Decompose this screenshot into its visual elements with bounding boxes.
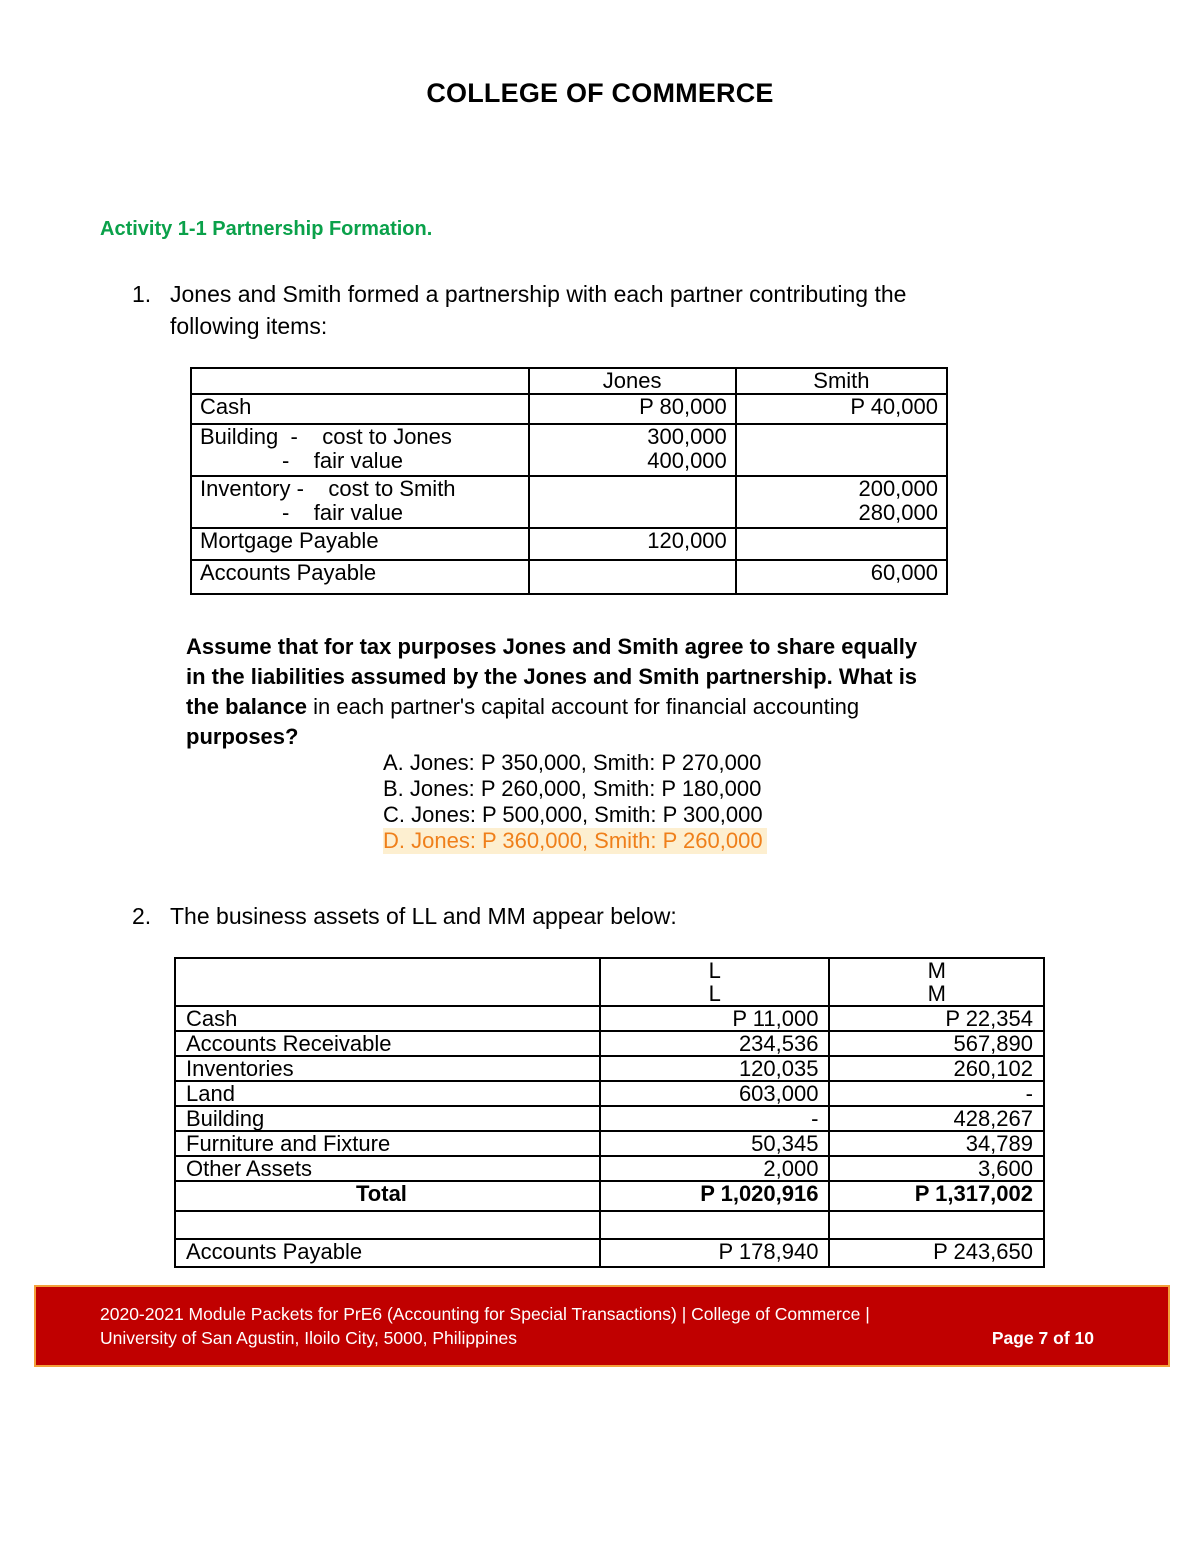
question-prompt (186, 632, 1046, 752)
ll-cell: P 178,940 (600, 1239, 829, 1267)
row-label: Inventories (175, 1056, 600, 1081)
row-label: Furniture and Fixture (175, 1131, 600, 1156)
mm-cell: 260,102 (829, 1056, 1044, 1081)
jones-cell: P 80,000 (529, 394, 736, 424)
jones-cell (529, 424, 736, 476)
blank-row (175, 1211, 1044, 1239)
table-row (175, 1106, 1044, 1131)
header-letter: M (927, 958, 946, 983)
table-row (191, 394, 947, 424)
smith-cell (736, 528, 947, 560)
ll-cell: 234,536 (600, 1031, 829, 1056)
row-label: Mortgage Payable (191, 528, 529, 560)
prompt-line: purposes? (186, 724, 299, 749)
question-2 (132, 903, 677, 930)
footer-line: 2020-2021 Module Packets for PrE6 (Accounting for Special Transactions) | College of Commerce | (100, 1304, 870, 1324)
header-cell (191, 368, 529, 394)
prompt-bold: the balance (186, 694, 308, 719)
table-header-row (175, 958, 1044, 1006)
blank-cell (175, 1211, 600, 1239)
table-row (191, 528, 947, 560)
total-label: Total (175, 1181, 600, 1211)
ll-cell: 603,000 (600, 1081, 829, 1106)
row-label (191, 424, 529, 476)
mm-cell: 34,789 (829, 1131, 1044, 1156)
blank-cell (829, 1211, 1044, 1239)
prompt-line: Assume that for tax purposes Jones and Smith agree to share equally (186, 634, 918, 659)
header-mm (829, 958, 1044, 1006)
answer-choices (383, 750, 767, 854)
row-label: Cash (175, 1006, 600, 1031)
question-number: 1. (132, 281, 152, 307)
cell-value: 300,000 (647, 424, 727, 449)
prompt-line (186, 692, 1046, 722)
question-1 (132, 278, 1052, 342)
header-letter: L (708, 981, 721, 1006)
question-text: Jones and Smith formed a partnership with each partner contributing the (170, 281, 907, 307)
smith-cell: 60,000 (736, 560, 947, 594)
cell-value: 400,000 (647, 448, 727, 473)
mm-cell: 567,890 (829, 1031, 1044, 1056)
page-title: COLLEGE OF COMMERCE (426, 78, 774, 108)
mm-cell: 3,600 (829, 1156, 1044, 1181)
row-label-line: - fair value (282, 448, 404, 473)
table-row (175, 1131, 1044, 1156)
page-footer (34, 1285, 1170, 1367)
choice-b: B. Jones: P 260,000, Smith: P 180,000 (383, 776, 762, 801)
cell-value: 280,000 (858, 500, 938, 525)
prompt-rest: in each partner's capital account for financial accounting (307, 694, 860, 719)
business-assets-table (174, 957, 1045, 1268)
table-row (191, 476, 947, 528)
ll-cell: 120,035 (600, 1056, 829, 1081)
row-label: Accounts Payable (191, 560, 529, 594)
table-row (175, 1006, 1044, 1031)
ll-total: P 1,020,916 (600, 1181, 829, 1211)
table-row (175, 1031, 1044, 1056)
table-header-row (191, 368, 947, 394)
row-label-line: Inventory - cost to Smith (200, 476, 456, 501)
total-row (175, 1181, 1044, 1211)
row-label: Accounts Receivable (175, 1031, 600, 1056)
smith-cell: P 40,000 (736, 394, 947, 424)
header-ll (600, 958, 829, 1006)
header-cell (175, 958, 600, 1006)
choice-c: C. Jones: P 500,000, Smith: P 300,000 (383, 802, 763, 827)
activity-title: Activity 1-1 Partnership Formation. (100, 218, 433, 240)
footer-line: University of San Agustin, Iloilo City, 5000, Philippines (100, 1328, 517, 1348)
row-label: Other Assets (175, 1156, 600, 1181)
page-number: Page 7 of 10 (991, 1328, 1094, 1348)
prompt-line: in the liabilities assumed by the Jones and Smith partnership. What is (186, 664, 918, 689)
row-label-line: - fair value (282, 500, 404, 525)
row-label: Land (175, 1081, 600, 1106)
header-letter: L (708, 958, 721, 983)
table-row (175, 1056, 1044, 1081)
row-label: Accounts Payable (175, 1239, 600, 1267)
row-label: Building (175, 1106, 600, 1131)
mm-cell: 428,267 (829, 1106, 1044, 1131)
ll-cell: 2,000 (600, 1156, 829, 1181)
table-row (191, 560, 947, 594)
choice-a: A. Jones: P 350,000, Smith: P 270,000 (383, 750, 762, 775)
ll-cell: - (600, 1106, 829, 1131)
question-text: The business assets of LL and MM appear below: (170, 903, 677, 929)
jones-cell (529, 476, 736, 528)
mm-cell: - (829, 1081, 1044, 1106)
row-label: Cash (191, 394, 529, 424)
question-number: 2. (132, 903, 152, 929)
ll-cell: 50,345 (600, 1131, 829, 1156)
mm-cell: P 22,354 (829, 1006, 1044, 1031)
mm-cell: P 243,650 (829, 1239, 1044, 1267)
table-row (175, 1156, 1044, 1181)
choice-d-highlighted: D. Jones: P 360,000, Smith: P 260,000 (383, 828, 767, 854)
row-label (191, 476, 529, 528)
table-row (175, 1081, 1044, 1106)
blank-cell (600, 1211, 829, 1239)
jones-cell: 120,000 (529, 528, 736, 560)
cell-value: 200,000 (858, 476, 938, 501)
header-cell: Jones (529, 368, 736, 394)
mm-total: P 1,317,002 (829, 1181, 1044, 1211)
question-text: following items: (170, 313, 328, 339)
jones-cell (529, 560, 736, 594)
table-row (175, 1239, 1044, 1267)
smith-cell (736, 424, 947, 476)
ll-cell: P 11,000 (600, 1006, 829, 1031)
contributions-table (190, 367, 948, 595)
table-row (191, 424, 947, 476)
smith-cell (736, 476, 947, 528)
header-cell: Smith (736, 368, 947, 394)
header-letter: M (927, 981, 946, 1006)
row-label-line: Building - cost to Jones (200, 424, 452, 449)
